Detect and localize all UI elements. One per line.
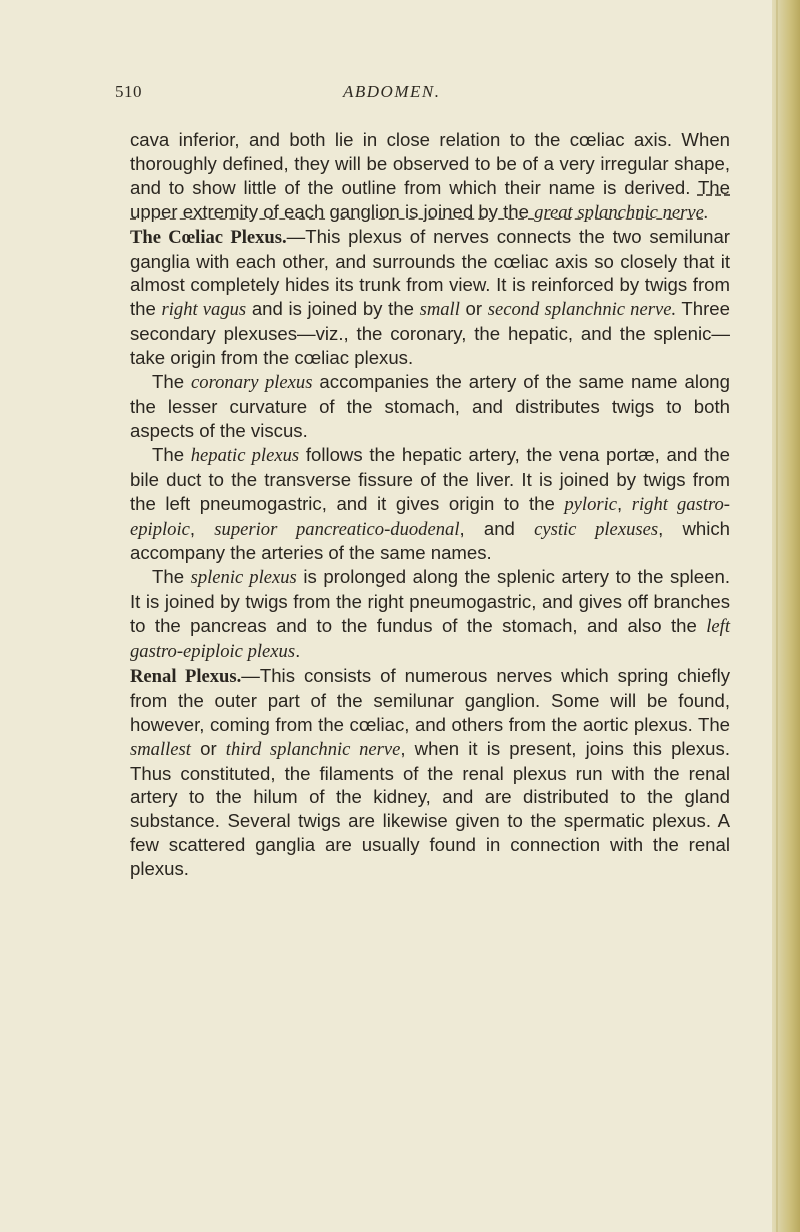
paragraph-splenic-plexus [130,565,730,664]
italic-term: splenic plexus [190,567,297,589]
text-run: The [152,443,191,465]
text-run: . [703,201,709,223]
italic-term: small [419,299,460,321]
text-run: . [295,640,301,662]
italic-term: left gastro-epiploic plexus [130,616,730,663]
paragraph-coeliac-plexus [130,225,730,370]
paragraph-coronary-plexus [130,370,730,443]
running-head [115,82,735,108]
italic-term: hepatic plexus [190,444,300,466]
body-text [130,128,730,881]
italic-term: pyloric [564,493,618,515]
text-run: accompanies the artery of the same name along the lesser curvature of the stomach, and distributes twigs to both aspects of the viscus. [130,371,730,441]
italic-term: right vagus [161,299,247,321]
text-run: cava inferior, and both lie in close relation to the cœliac axis. When thoroughly defined, they will be observed to be of a very irregular shape, and to show little of the outline from which their name is derived. [130,129,730,198]
paragraph-renal-plexus [130,664,730,881]
page-number: 510 [115,82,142,101]
text-run: Three secondary plexuses—viz., the coronary, the hepatic, and the splenic—take origin from the cœliac plexus. [130,298,730,369]
italic-term: third splanchnic nerve [225,738,401,760]
text-run: , which accompany the arteries of the same names. [130,517,730,564]
text-run: follows the hepatic artery, the vena portæ, and the bile duct to the transverse fissure of the liver. It is joined by twigs from the left pneumogastric, and it gives origin to the [130,443,730,514]
paragraph-ganglia-continuation [130,128,730,225]
section-heading-coeliac-plexus: The Cœliac Plexus. [130,226,287,248]
italic-term: coronary plexus [191,372,313,394]
chapter-title: ABDOMEN. [343,82,441,101]
italic-term: right gastro-epiploic [130,493,730,540]
italic-term: cystic plexuses [534,518,659,540]
text-run: and is joined by the [246,298,420,320]
italic-term: superior pancreatico-duodenal [214,518,460,540]
text-run: —This consists of numerous nerves which spring chiefly from the outer part of the semilunar ganglion. Some will be found, however, coming from the cœliac, and others from the aortic plexus. The [130,664,730,735]
text-run: or [190,737,226,759]
italic-term: smallest [130,738,191,760]
text-run: or [459,298,488,320]
text-run: The [152,566,191,588]
section-heading-renal-plexus: Renal Plexus. [130,665,242,687]
text-run: , [617,492,632,514]
page-edge-line [776,0,778,1232]
text-run: —This plexus of nerves connects the two semilunar ganglia with each other, and surrounds the cœliac axis so closely that it almost completely hides its trunk from view. It is reinforced by twigs from the [130,225,730,320]
text-run: The [152,371,192,393]
text-run: , and [459,517,535,539]
text-run: , when it is present, joins this plexus. Thus constituted, the filaments of the renal plexus run with the renal artery to the hilum of the kidney, and are distributed to the gland substance. Several twigs are likewise given to the spermatic plexus. A few scattered ganglia are usually found in connection with the renal plexus. [130,737,730,880]
text-run: is prolonged along the splenic artery to the spleen. It is joined by twigs from the right pneumogastric, and gives off branches to the pancreas and to the fundus of the stomach, and also the [130,566,730,637]
paragraph-hepatic-plexus [130,443,730,566]
underlined-text: The upper extremity of each ganglion is joined by the [130,176,730,222]
italic-term: second splanchnic nerve. [487,299,677,321]
text-run: , [189,517,215,539]
underlined-italic-term: great splanchnic nerve [534,201,704,223]
